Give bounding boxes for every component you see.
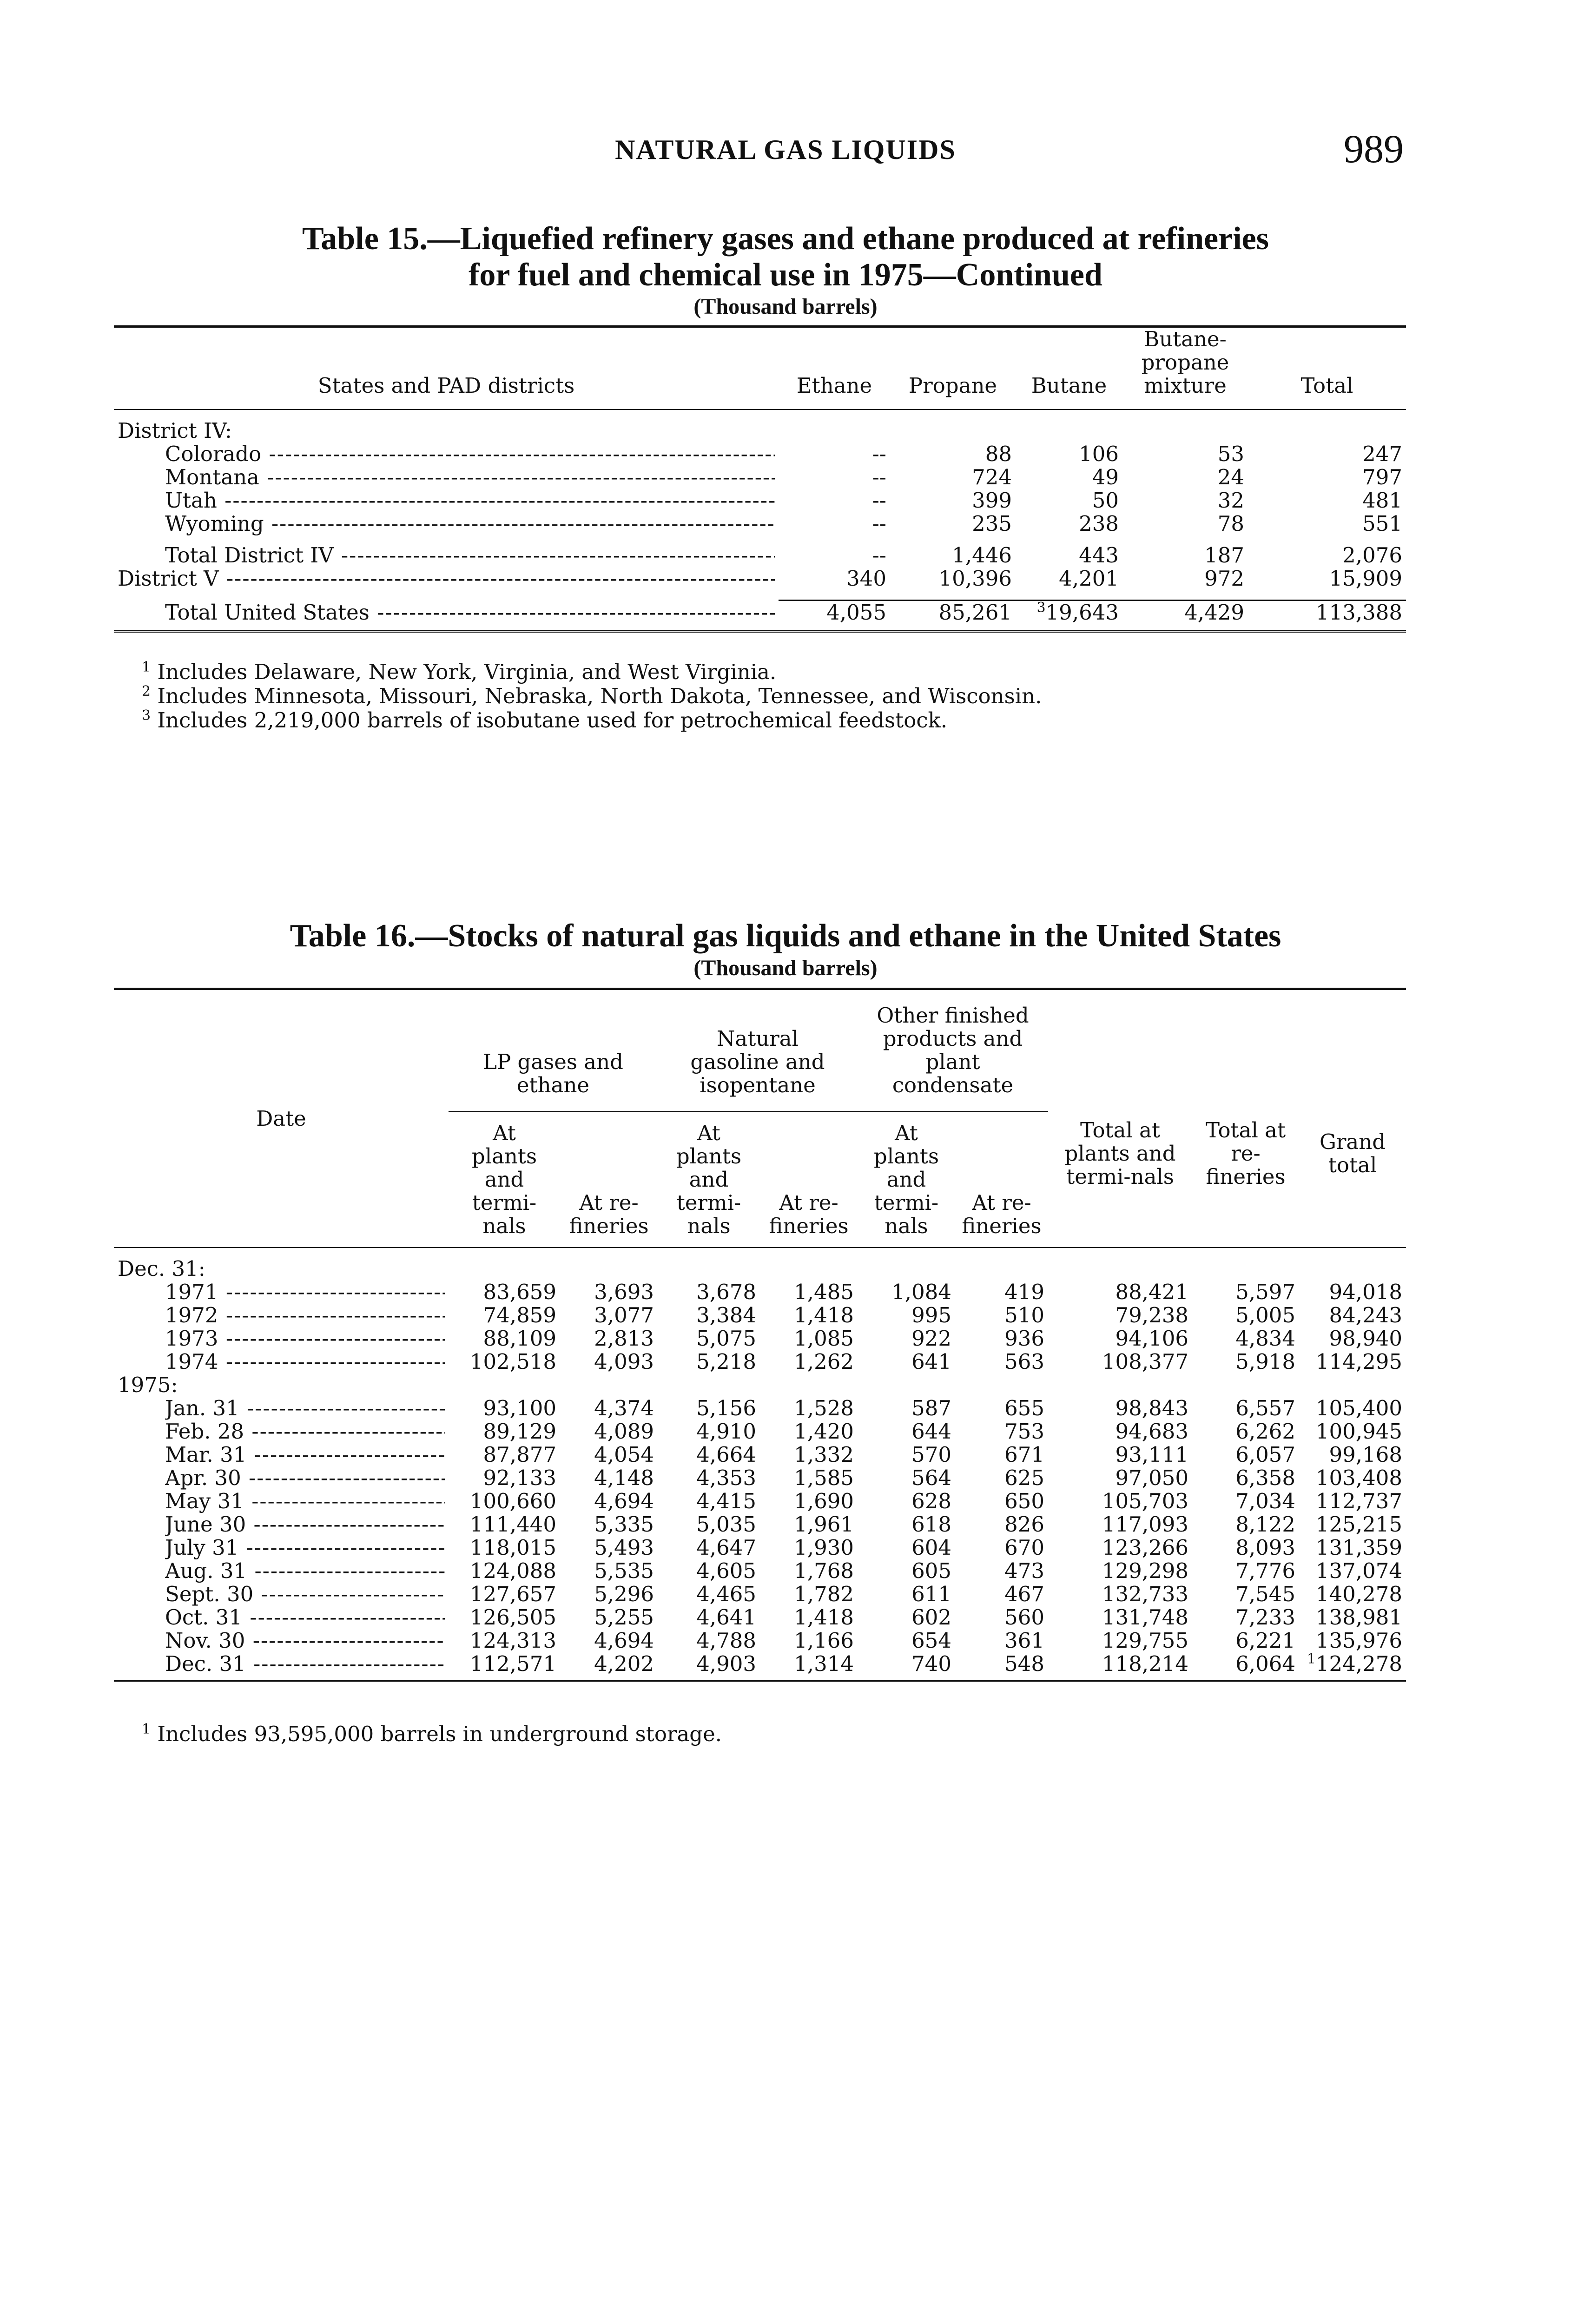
t15-total-district-ethane: -- — [872, 543, 886, 568]
t16-row-date: 1973 ----- — [165, 1327, 445, 1350]
t16-cell: 6,064 — [1235, 1651, 1296, 1676]
t16-header-date: Date — [256, 1106, 306, 1131]
t16-cell: 125,215 — [1315, 1512, 1403, 1537]
t16-cell: 4,353 — [696, 1466, 756, 1490]
t16-cell: 105,400 — [1315, 1396, 1403, 1420]
t16-cell: 140,278 — [1315, 1582, 1403, 1606]
t15-district-v-ethane: 340 — [846, 566, 886, 591]
t16-cell: 1,418 — [794, 1303, 854, 1327]
t16-cell: 98,843 — [1115, 1396, 1189, 1420]
t15-header-ethane: Ethane — [796, 373, 872, 398]
t15-cell-ethane: -- — [872, 465, 886, 489]
t16-cell: 1,930 — [794, 1535, 854, 1560]
t16-header-ng-group: Natural gasoline and isopentane — [658, 989, 858, 1112]
t15-cell-propane: 235 — [972, 511, 1012, 536]
t16-cell: 6,262 — [1235, 1419, 1296, 1444]
t16-cell: 126,505 — [469, 1605, 556, 1630]
t15-total-district-total: 2,076 — [1342, 543, 1402, 568]
t16-cell: 83,659 — [483, 1280, 556, 1304]
t15-cell-ethane: -- — [872, 488, 886, 513]
t16-cell: 5,493 — [594, 1535, 654, 1560]
table-row — [114, 1350, 1406, 1373]
t16-cell: 936 — [1004, 1326, 1045, 1351]
t16-row-date: Feb. 28 ----- — [165, 1420, 445, 1443]
t16-cell: 602 — [911, 1605, 951, 1630]
t15-district-v-butane: 4,201 — [1059, 566, 1119, 591]
t15-footnotes — [142, 660, 1042, 733]
t16-row-date: Jan. 31 ----- — [165, 1397, 445, 1420]
t16-row-date: May 31 ----- — [165, 1490, 445, 1513]
t16-cell: 123,266 — [1102, 1535, 1189, 1560]
t15-total-district-propane: 1,446 — [952, 543, 1012, 568]
t16-cell: 1,314 — [794, 1651, 854, 1676]
t16-cell: 655 — [1004, 1396, 1045, 1420]
table-row — [114, 1513, 1406, 1536]
t15-footnote: $^1$ Includes Delaware, New York, Virginia, and West Virginia. — [142, 659, 777, 684]
running-title: NATURAL GAS LIQUIDS — [615, 134, 956, 165]
t15-district-v-propane: 10,396 — [938, 566, 1012, 591]
t16-cell: 4,202 — [594, 1651, 654, 1676]
t16-cell: 473 — [1004, 1558, 1045, 1583]
t16-cell: 89,129 — [483, 1419, 556, 1444]
t16-grand-note: 1 — [1307, 1651, 1316, 1667]
t16-cell: 1,585 — [794, 1466, 854, 1490]
t16-cell: 628 — [911, 1489, 951, 1513]
t16-cell: 644 — [911, 1419, 951, 1444]
t15-cell-butane: 50 — [1092, 488, 1119, 513]
t16-cell: 361 — [1004, 1628, 1045, 1653]
table-row — [114, 489, 1406, 512]
t16-cell: 97,050 — [1115, 1466, 1189, 1490]
t16-cell: 124,313 — [469, 1628, 556, 1653]
page-number: 989 — [1344, 126, 1404, 171]
t16-cell: 4,647 — [696, 1535, 756, 1560]
t16-header-total-refineries: Total at re-fineries — [1205, 1117, 1286, 1189]
t15-row-label: Montana ----- — [165, 466, 775, 489]
t15-footnote: $^2$ Includes Minnesota, Missouri, Nebraska, North Dakota, Tennessee, and Wisconsin. — [142, 683, 1042, 708]
t16-cell: 611 — [911, 1582, 951, 1606]
t16-cell: 93,100 — [483, 1396, 556, 1420]
t16-cell: 87,877 — [483, 1442, 556, 1467]
t15-footnote: $^3$ Includes 2,219,000 barrels of isobutane used for petrochemical feedstock. — [142, 707, 948, 733]
t16-cell: 105,703 — [1102, 1489, 1189, 1513]
table16-title: Table 16.—Stocks of natural gas liquids and ethane in the United States — [290, 918, 1281, 954]
t15-cell-propane: 88 — [985, 442, 1012, 466]
t16-header-total-plants: Total at plants and termi-nals — [1064, 1117, 1176, 1189]
t16-row-date: Sept. 30 ----- — [165, 1583, 445, 1606]
t16-cell: 510 — [1004, 1303, 1045, 1327]
t15-cell-propane: 399 — [972, 488, 1012, 513]
t16-cell: 4,465 — [696, 1582, 756, 1606]
t16-cell: 94,683 — [1115, 1419, 1189, 1444]
table-row — [114, 1466, 1406, 1490]
t16-cell: 3,693 — [594, 1280, 654, 1304]
t16-cell: 922 — [911, 1326, 951, 1351]
table-row — [114, 1490, 1406, 1513]
t15-cell-mixture: 24 — [1217, 465, 1244, 489]
t16-row-date: Nov. 30 ----- — [165, 1629, 445, 1652]
t16-cell: 124,088 — [469, 1558, 556, 1583]
t16-group1-label: Dec. 31: — [118, 1256, 205, 1281]
t15-header-butane: Butane — [1031, 373, 1107, 398]
t15-cell-mixture: 32 — [1217, 488, 1244, 513]
t16-cell: 4,641 — [696, 1605, 756, 1630]
t15-total-us-butane: 19,643 — [1045, 600, 1119, 625]
t16-cell: 88,421 — [1115, 1280, 1189, 1304]
t16-cell: 1,782 — [794, 1582, 854, 1606]
t15-cell-propane: 724 — [972, 465, 1012, 489]
t16-cell: 1,485 — [794, 1280, 854, 1304]
t15-cell-mixture: 53 — [1217, 442, 1244, 466]
table-row — [114, 1281, 1406, 1304]
t16-row-date: Apr. 30 ----- — [165, 1466, 445, 1490]
t16-cell: 625 — [1004, 1466, 1045, 1490]
t16-cell: 605 — [911, 1558, 951, 1583]
t15-total-district-mixture: 187 — [1204, 543, 1244, 568]
t16-cell: 4,374 — [594, 1396, 654, 1420]
t15-cell-butane: 49 — [1092, 465, 1119, 489]
t16-row-date: Oct. 31 ----- — [165, 1606, 445, 1629]
t15-header-mixture: Butane-propane mixture — [1141, 327, 1229, 398]
t16-cell: 4,788 — [696, 1628, 756, 1653]
t16-cell: $^1$124,278 — [1307, 1651, 1403, 1676]
t15-cell-total: 481 — [1362, 488, 1402, 513]
t15-cell-ethane: -- — [872, 511, 886, 536]
table-row — [114, 1536, 1406, 1559]
table16 — [114, 988, 1406, 1682]
t16-cell: 111,440 — [469, 1512, 556, 1537]
t16-cell: 671 — [1004, 1442, 1045, 1467]
t16-cell: 6,557 — [1235, 1396, 1296, 1420]
table-row — [114, 1652, 1406, 1676]
t16-footnote: $^1$ Includes 93,595,000 barrels in underground storage. — [142, 1721, 722, 1746]
t16-cell: 548 — [1004, 1651, 1045, 1676]
t16-cell: 1,084 — [891, 1280, 951, 1304]
t16-cell: 5,218 — [696, 1349, 756, 1374]
t16-cell: 4,910 — [696, 1419, 756, 1444]
t16-header-other-group: Other finished products and plant condensate — [858, 989, 1048, 1112]
t16-header-at-plants: At plants and termi-nals — [873, 1121, 939, 1238]
t16-cell: 4,834 — [1235, 1326, 1296, 1351]
t16-cell: 100,945 — [1315, 1419, 1403, 1444]
table-row — [114, 1559, 1406, 1583]
table15 — [114, 325, 1406, 633]
t16-cell: 1,085 — [794, 1326, 854, 1351]
t16-cell: 1,166 — [794, 1628, 854, 1653]
table-row — [114, 512, 1406, 535]
t16-cell: 7,034 — [1235, 1489, 1296, 1513]
t16-cell: 79,238 — [1115, 1303, 1189, 1327]
t16-cell: 4,694 — [594, 1628, 654, 1653]
t16-cell: 102,518 — [469, 1349, 556, 1374]
t16-cell: 108,377 — [1102, 1349, 1189, 1374]
t15-header-states: States and PAD districts — [317, 373, 575, 398]
t16-cell: 99,168 — [1329, 1442, 1403, 1467]
t16-cell: 1,768 — [794, 1558, 854, 1583]
t16-cell: 419 — [1004, 1280, 1045, 1304]
t16-cell: 131,748 — [1102, 1605, 1189, 1630]
t16-cell: 135,976 — [1315, 1628, 1403, 1653]
t16-cell: 92,133 — [483, 1466, 556, 1490]
t16-cell: 129,755 — [1102, 1628, 1189, 1653]
t15-header-propane: Propane — [908, 373, 997, 398]
table-row — [114, 1583, 1406, 1606]
t16-cell: 618 — [911, 1512, 951, 1537]
table-row — [114, 1443, 1406, 1466]
t16-cell: 137,074 — [1315, 1558, 1403, 1583]
t16-cell: 100,660 — [469, 1489, 556, 1513]
t16-header-at-refineries: At re-fineries — [962, 1190, 1042, 1238]
t16-cell: 995 — [911, 1303, 951, 1327]
t16-cell: 4,089 — [594, 1419, 654, 1444]
t16-cell: 641 — [911, 1349, 951, 1374]
t16-cell: 74,859 — [483, 1303, 556, 1327]
t16-cell: 7,545 — [1235, 1582, 1296, 1606]
t16-cell: 4,093 — [594, 1349, 654, 1374]
t16-cell: 1,961 — [794, 1512, 854, 1537]
t16-cell: 5,156 — [696, 1396, 756, 1420]
t16-row-date: July 31 ----- — [165, 1536, 445, 1559]
t16-cell: 8,093 — [1235, 1535, 1296, 1560]
t15-district-v-label: District V ----- — [118, 567, 775, 590]
t16-group2-label: 1975: — [118, 1373, 178, 1397]
t16-cell: 5,075 — [696, 1326, 756, 1351]
t16-cell: 5,005 — [1235, 1303, 1296, 1327]
t15-group-label: District IV: — [118, 418, 232, 443]
t16-cell: 138,981 — [1315, 1605, 1403, 1630]
t16-row-date: 1972 ----- — [165, 1304, 445, 1327]
t15-cell-total: 551 — [1362, 511, 1402, 536]
t16-cell: 5,597 — [1235, 1280, 1296, 1304]
t16-cell: 7,233 — [1235, 1605, 1296, 1630]
t16-cell: 5,255 — [594, 1605, 654, 1630]
t16-header-at-plants: At plants and termi-nals — [471, 1121, 537, 1238]
t16-cell: 3,678 — [696, 1280, 756, 1304]
t16-cell: 5,035 — [696, 1512, 756, 1537]
table-row — [114, 1420, 1406, 1443]
t16-cell: 6,221 — [1235, 1628, 1296, 1653]
t16-cell: 4,903 — [696, 1651, 756, 1676]
t16-row-date: Aug. 31 ----- — [165, 1559, 445, 1583]
t16-cell: 2,813 — [594, 1326, 654, 1351]
t16-row-date: June 30 ----- — [165, 1513, 445, 1536]
t16-cell: 467 — [1004, 1582, 1045, 1606]
t16-header-at-refineries: At re-fineries — [569, 1190, 649, 1238]
t16-header-at-plants: At plants and termi-nals — [676, 1121, 742, 1238]
table-row — [114, 1397, 1406, 1420]
table-row — [114, 1606, 1406, 1629]
table-row — [114, 1327, 1406, 1350]
t15-cell-ethane: -- — [872, 442, 886, 466]
t16-cell: 94,106 — [1115, 1326, 1189, 1351]
t16-cell: 117,093 — [1102, 1512, 1189, 1537]
t16-cell: 118,015 — [469, 1535, 556, 1560]
t16-cell: 4,694 — [594, 1489, 654, 1513]
t16-cell: 3,384 — [696, 1303, 756, 1327]
t15-row-label: Colorado ----- — [165, 442, 775, 466]
t16-cell: 3,077 — [594, 1303, 654, 1327]
t16-cell: 5,296 — [594, 1582, 654, 1606]
t16-cell: 112,737 — [1315, 1489, 1403, 1513]
t16-cell: 1,262 — [794, 1349, 854, 1374]
t16-header-grand-total: Grand total — [1319, 1129, 1386, 1177]
t16-cell: 88,109 — [483, 1326, 556, 1351]
t16-cell: 4,664 — [696, 1442, 756, 1467]
t16-cell: 1,332 — [794, 1442, 854, 1467]
t16-cell: 131,359 — [1315, 1535, 1403, 1560]
t15-cell-mixture: 78 — [1217, 511, 1244, 536]
t16-cell: 118,214 — [1102, 1651, 1189, 1676]
table-row — [114, 1629, 1406, 1652]
t15-district-v-total: 15,909 — [1329, 566, 1402, 591]
table-row — [114, 442, 1406, 466]
t16-header-lp-group: LP gases and ethane — [449, 989, 658, 1112]
table15-title-line2: for fuel and chemical use in 1975—Continued — [469, 257, 1102, 293]
table-row — [114, 1304, 1406, 1327]
t16-cell: 650 — [1004, 1489, 1045, 1513]
t16-cell: 1,690 — [794, 1489, 854, 1513]
t16-cell: 654 — [911, 1628, 951, 1653]
t16-cell: 740 — [911, 1651, 951, 1676]
t15-district-v-mixture: 972 — [1204, 566, 1244, 591]
t16-cell: 1,418 — [794, 1605, 854, 1630]
table15-units: (Thousand barrels) — [693, 294, 878, 319]
t15-row-label: Utah ----- — [165, 489, 775, 512]
t16-cell: 114,295 — [1315, 1349, 1403, 1374]
t15-total-us-mixture: 4,429 — [1184, 600, 1244, 625]
t15-total-us-total: 113,388 — [1315, 600, 1402, 625]
t15-cell-butane: 106 — [1079, 442, 1119, 466]
table15-title-line1: Table 15.—Liquefied refinery gases and ethane produced at refineries — [302, 221, 1269, 257]
t16-row-date: 1974 ----- — [165, 1350, 445, 1373]
t16-cell: 112,571 — [469, 1651, 556, 1676]
t16-cell: 563 — [1004, 1349, 1045, 1374]
t16-cell: 4,605 — [696, 1558, 756, 1583]
t15-total-us-butane-note: 3 — [1036, 600, 1046, 616]
t15-cell-butane: 238 — [1079, 511, 1119, 536]
t16-cell: 7,776 — [1235, 1558, 1296, 1583]
t16-cell: 570 — [911, 1442, 951, 1467]
t16-cell: 604 — [911, 1535, 951, 1560]
t16-cell: 93,111 — [1115, 1442, 1189, 1467]
t15-row-label: Wyoming ----- — [165, 512, 775, 535]
t16-cell: 6,057 — [1235, 1442, 1296, 1467]
t16-row-date: 1971 ----- — [165, 1281, 445, 1304]
t16-cell: 8,122 — [1235, 1512, 1296, 1537]
t16-cell: 753 — [1004, 1419, 1045, 1444]
t16-cell: 587 — [911, 1396, 951, 1420]
t16-cell: 6,358 — [1235, 1466, 1296, 1490]
t15-cell-total: 797 — [1362, 465, 1402, 489]
t16-header-at-refineries: At re-fineries — [769, 1190, 849, 1238]
t16-row-date: Dec. 31 ----- — [165, 1652, 445, 1676]
t16-cell: 5,918 — [1235, 1349, 1296, 1374]
t15-total-us-ethane: 4,055 — [826, 600, 886, 625]
t16-cell: 1,420 — [794, 1419, 854, 1444]
t16-cell: 129,298 — [1102, 1558, 1189, 1583]
t16-row-date: Mar. 31 ----- — [165, 1443, 445, 1466]
t15-cell-total: 247 — [1362, 442, 1402, 466]
t16-cell: 4,415 — [696, 1489, 756, 1513]
t15-header-total: Total — [1300, 373, 1353, 398]
t16-cell: 560 — [1004, 1605, 1045, 1630]
t16-cell: 670 — [1004, 1535, 1045, 1560]
t16-cell: 826 — [1004, 1512, 1045, 1537]
t16-cell: 98,940 — [1329, 1326, 1403, 1351]
t16-cell: 5,335 — [594, 1512, 654, 1537]
t16-cell: 127,657 — [469, 1582, 556, 1606]
t15-total-district-label: Total District IV ----- — [165, 544, 775, 567]
t16-cell: 4,148 — [594, 1466, 654, 1490]
t16-cell: 94,018 — [1329, 1280, 1403, 1304]
t16-cell: 4,054 — [594, 1442, 654, 1467]
t16-cell: 5,535 — [594, 1558, 654, 1583]
t16-cell: 1,528 — [794, 1396, 854, 1420]
table16-units: (Thousand barrels) — [693, 956, 878, 980]
t16-cell: 84,243 — [1329, 1303, 1403, 1327]
t16-cell: 103,408 — [1315, 1466, 1403, 1490]
t16-cell: 132,733 — [1102, 1582, 1189, 1606]
table-row — [114, 466, 1406, 489]
t15-total-district-butane: 443 — [1079, 543, 1119, 568]
t15-total-us-propane: 85,261 — [938, 600, 1012, 625]
t15-total-us-label: Total United States ----- — [165, 601, 775, 624]
t16-cell: 564 — [911, 1466, 951, 1490]
